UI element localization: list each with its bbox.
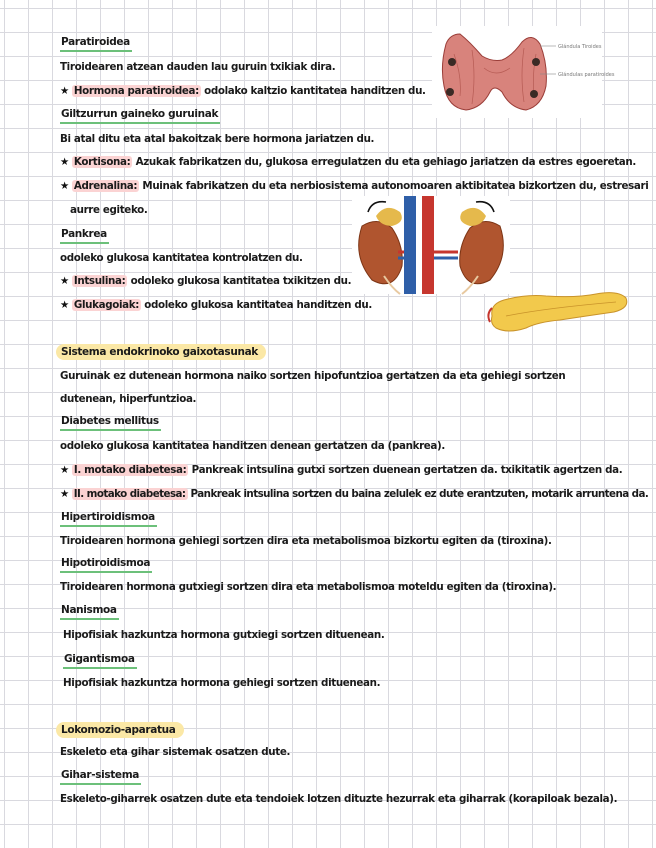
list-item <box>60 85 426 98</box>
list-item <box>60 156 636 169</box>
term-adrenalina: Adrenalina: <box>73 180 138 192</box>
heading-lokomozio: Lokomozio-aparatua <box>56 722 184 738</box>
paratiroidea-intro: Tiroidearen atzean dauden lau guruin txikiak dira. <box>60 61 336 73</box>
heading-paratiroidea: Paratiroidea <box>60 36 132 52</box>
heading-giltzurrun: Giltzurrun gaineko guruinak <box>60 108 220 124</box>
term-mota2: II. motako diabetesa: <box>73 488 186 500</box>
gaixotasunak-intro-line1: Guruinak ez dutenean hormona naiko sortzen hipofuntzioa gertatzen da eta gehiegi sortzen <box>60 370 566 382</box>
definition-text: Pankreak intsulina gutxi sortzen duenean gertatzen da. txikitatik agertzen da. <box>188 464 623 476</box>
list-item <box>60 488 648 501</box>
list-item <box>60 299 372 312</box>
thyroid-label: Glándula Tiroides <box>558 44 602 50</box>
term-mota1: I. motako diabetesa: <box>73 464 187 476</box>
heading-hipotiroidismoa: Hipotiroidismoa <box>60 557 152 573</box>
list-item <box>60 464 622 477</box>
definition-text: odoleko glukosa kantitatea handitzen du. <box>141 299 372 311</box>
definition-continuation: aurre egiteko. <box>70 204 148 216</box>
definition-text: Pankreak intsulina sortzen du baina zelulek ez dute erantzuten, motarik arruntena da. <box>187 488 649 500</box>
kidneys-figure <box>352 196 510 294</box>
star-icon: ★ <box>60 85 69 97</box>
heading-hipertiroidismoa: Hipertiroidismoa <box>60 511 157 527</box>
heading-gigantismoa: Gigantismoa <box>63 653 137 669</box>
hipertiroidismoa-text: Tiroidearen hormona gehiegi sortzen dira eta metabolismoa bizkortu egiten da (tiroxina). <box>60 535 552 547</box>
lokomozio-intro: Eskeleto eta gihar sistemak osatzen dute. <box>60 746 291 758</box>
heading-nanismoa: Nanismoa <box>60 604 119 620</box>
definition-text: odoleko glukosa kantitatea txikitzen du. <box>127 275 352 287</box>
heading-gihar: Gihar-sistema <box>60 769 141 785</box>
gigantismoa-text: Hipofisiak hazkuntza hormona gehiegi sortzen dituenean. <box>63 677 381 689</box>
hipotiroidismoa-text: Tiroidearen hormona gutxiegi sortzen dira eta metabolismoa moteldu egiten da (tiroxina). <box>60 581 557 593</box>
thyroid-figure <box>432 26 615 118</box>
star-icon: ★ <box>60 488 69 500</box>
pancreas-figure <box>486 286 630 336</box>
gaixotasunak-intro-line2: dutenean, hiperfuntzioa. <box>60 393 197 405</box>
giltzurrun-intro: Bi atal ditu eta atal bakoitzak bere hormona jariatzen du. <box>60 133 375 145</box>
star-icon: ★ <box>60 156 69 168</box>
star-icon: ★ <box>60 275 69 287</box>
nanismoa-text: Hipofisiak hazkuntza hormona gutxiegi sortzen dituenean. <box>63 629 385 641</box>
heading-diabetes: Diabetes mellitus <box>60 415 161 431</box>
parathyroid-label: Glándulas paratiroides <box>558 72 615 78</box>
term-kortisona: Kortisona: <box>73 156 131 168</box>
list-item <box>60 180 648 193</box>
definition-text: odolako kaltzio kantitatea handitzen du. <box>200 85 426 97</box>
heading-pankrea: Pankrea <box>60 228 109 244</box>
list-item <box>60 275 351 288</box>
definition-text: Azukak fabrikatzen du, glukosa erregulatzen du eta gehiago jariatzen da estres egoeretan. <box>132 156 636 168</box>
term-glukagoia: Glukagoiak: <box>73 299 140 311</box>
star-icon: ★ <box>60 180 69 192</box>
gihar-text: Eskeleto-giharrek osatzen dute eta tendoiek lotzen dituzte hezurrak eta giharrak (korapiloak bezala). <box>60 793 618 805</box>
heading-gaixotasunak: Sistema endokrinoko gaixotasunak <box>56 344 266 360</box>
definition-text: Muinak fabrikatzen du eta nerbiosistema autonomoaren aktibitatea bizkortzen du, estresari <box>139 180 649 192</box>
star-icon: ★ <box>60 464 69 476</box>
diabetes-intro: odoleko glukosa kantitatea handitzen denean gertatzen da (pankrea). <box>60 440 445 452</box>
term-hormona-paratiroidea: Hormona paratiroidea: <box>73 85 199 97</box>
term-intsulina: Intsulina: <box>73 275 126 287</box>
star-icon: ★ <box>60 299 69 311</box>
pankrea-intro: odoleko glukosa kantitatea kontrolatzen du. <box>60 252 303 264</box>
